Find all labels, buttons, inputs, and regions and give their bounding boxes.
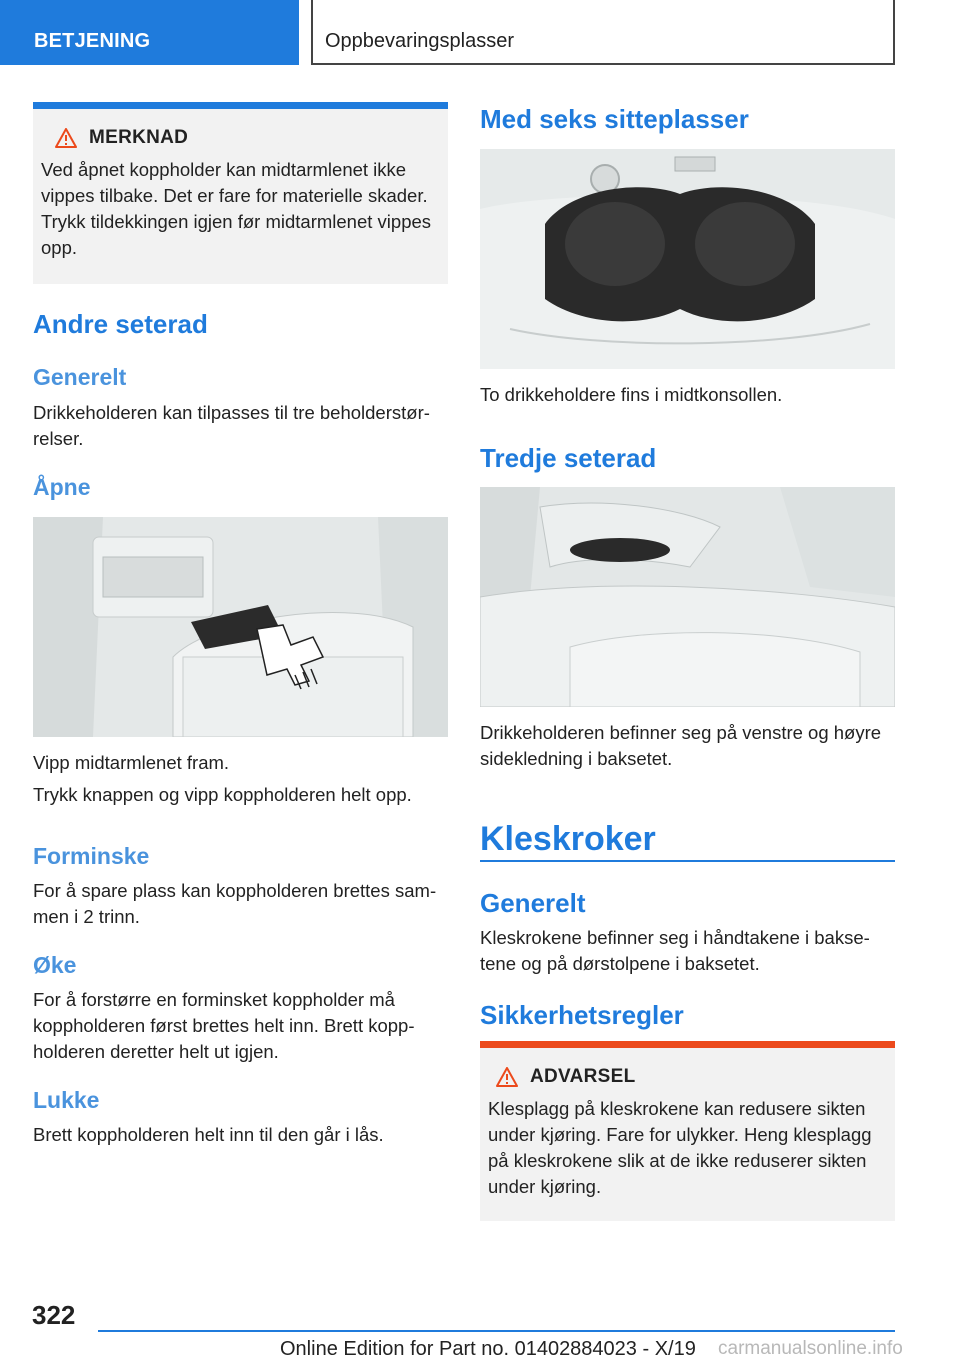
heading-apne: Åpne (33, 474, 91, 500)
header-section-label: BETJENING (34, 30, 151, 52)
text-generelt: Drikkeholderen kan tilpasses til tre beholderstørrelser. (33, 402, 430, 449)
note-body: Ved åpnet koppholder kan midtarmlenet ikke vippes tilbake. Det er fare for materielle skader. Trykk tildekkingen igjen før midtarmlenet vippes opp. (41, 159, 432, 258)
kleskroker-rule (480, 860, 895, 862)
text-oke: For å forstørre en forminsket koppholder må koppholderen først brettes helt inn. Brett koppholderen deretter helt ut igjen. (33, 989, 415, 1062)
text-forminske: For å spare plass kan koppholderen brettes sammen i 2 trinn. (33, 880, 437, 927)
footer-edition: Online Edition for Part no. 01402884023 - X/19 (280, 1338, 696, 1360)
warning-title-row (488, 1066, 887, 1088)
note-title: MERKNAD (89, 127, 189, 148)
heading-lukke: Lukke (33, 1087, 100, 1113)
warning-triangle-icon (55, 128, 77, 148)
header-chapter-label: Oppbevaringsplasser (325, 30, 514, 52)
text-lukke: Brett koppholderen helt inn til den går i lås. (33, 1124, 384, 1145)
heading-oke: Øke (33, 952, 77, 978)
text-vipp: Vipp midtarmlenet fram. (33, 752, 230, 773)
header-section-tab (0, 0, 299, 65)
text-tredje: Drikkeholderen befinner seg på venstre og høyre sidekledning i baksetet. (480, 722, 882, 769)
side-trim-cupholder-image (480, 487, 895, 707)
header-chapter-box (311, 0, 895, 65)
center-console-cupholder-image (480, 149, 895, 369)
warning-callout (480, 1041, 895, 1221)
warning-title: ADVARSEL (530, 1066, 636, 1087)
text-trykk: Trykk knappen og vipp koppholderen helt opp. (33, 784, 412, 805)
text-med-seks: To drikkeholdere fins i midtkonsollen. (480, 384, 783, 405)
armrest-image (33, 517, 448, 737)
warning-triangle-icon (496, 1067, 518, 1087)
note-callout (33, 102, 448, 284)
footer-rule (98, 1330, 895, 1332)
heading-andre-seterad: Andre seterad (33, 309, 208, 339)
heading-tredje-seterad: Tredje seterad (480, 443, 657, 473)
heading-sikkerhetsregler: Sikkerhetsregler (480, 1000, 684, 1030)
page-number: 322 (32, 1300, 76, 1330)
heading-generelt-kleskroker: Generelt (480, 888, 586, 918)
heading-med-seks-sitteplasser: Med seks sitteplasser (480, 104, 749, 134)
heading-kleskroker: Kleskroker (480, 820, 656, 858)
heading-generelt: Generelt (33, 364, 127, 390)
warning-body: Klesplagg på kleskrokene kan redusere sikten under kjøring. Fare for ulykker. Heng klesplagg på kleskrokene slik at de ikke reduserer sikten under kjøring. (488, 1098, 872, 1197)
note-title-row (41, 127, 440, 149)
text-generelt-kleskroker: Kleskrokene befinner seg i håndtakene i baksetene og på dørstolpene i baksetet. (480, 927, 870, 974)
heading-forminske: Forminske (33, 843, 150, 869)
watermark: carmanualsonline.info (718, 1338, 903, 1359)
